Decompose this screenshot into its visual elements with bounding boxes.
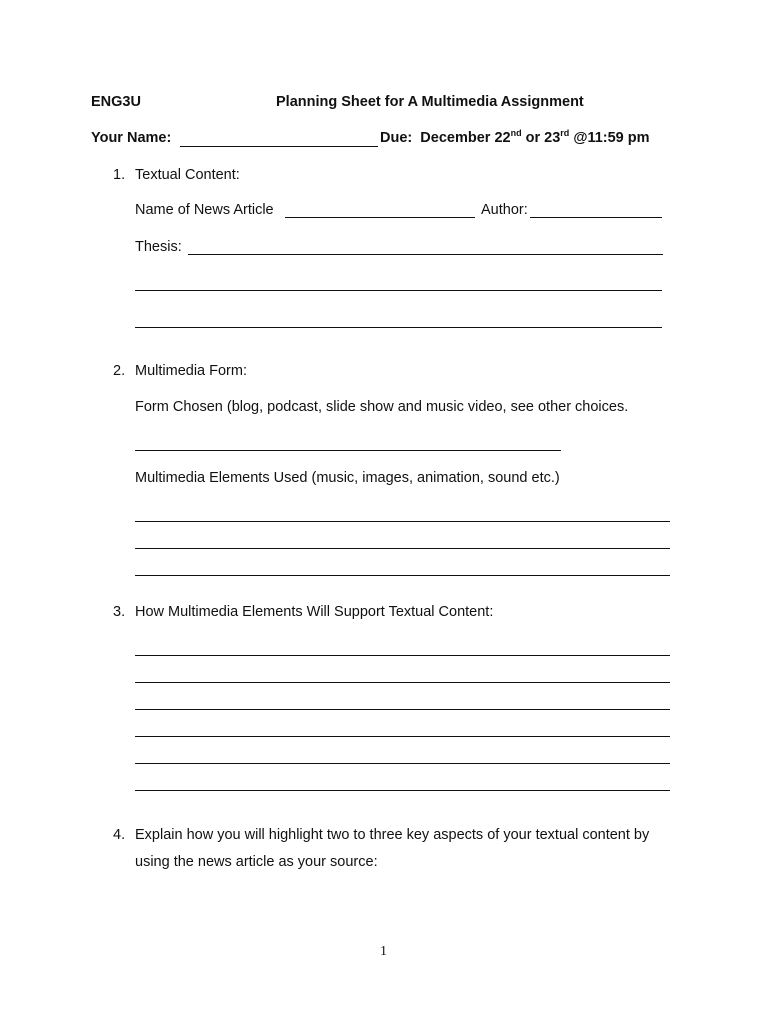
due-sup-rd: rd: [560, 128, 570, 139]
due-month: December 22: [420, 130, 511, 146]
elements-line-1[interactable]: [135, 521, 670, 522]
elements-used-prompt: Multimedia Elements Used (music, images, animation, sound etc.): [135, 470, 560, 486]
author-line[interactable]: [530, 217, 662, 218]
section-4-number: 4.: [113, 827, 126, 843]
support-line-5[interactable]: [135, 763, 670, 764]
due-or: or 23: [525, 130, 561, 146]
due-label: Due:: [380, 130, 413, 146]
elements-line-3[interactable]: [135, 575, 670, 576]
section-4-line-1: Explain how you will highlight two to three key aspects of your textual content by: [135, 827, 650, 843]
section-2-heading: Multimedia Form:: [135, 363, 247, 379]
due-time: @11:59 pm: [573, 130, 650, 146]
form-chosen-prompt: Form Chosen (blog, podcast, slide show and music video, see other choices.: [135, 399, 629, 415]
form-chosen-line[interactable]: [135, 450, 561, 451]
article-name-label: Name of News Article: [135, 202, 274, 218]
article-name-line[interactable]: [285, 217, 475, 218]
author-label: Author:: [481, 202, 528, 218]
section-1-number: 1.: [113, 167, 126, 183]
section-3-number: 3.: [113, 604, 126, 620]
course-code: ENG3U: [91, 94, 141, 110]
due-date: [380, 130, 650, 146]
thesis-line-3[interactable]: [135, 327, 662, 328]
thesis-line-2[interactable]: [135, 290, 662, 291]
support-line-3[interactable]: [135, 709, 670, 710]
support-line-4[interactable]: [135, 736, 670, 737]
due-sup-nd: nd: [510, 128, 522, 139]
your-name-label: Your Name:: [91, 130, 172, 146]
section-1-heading: Textual Content:: [135, 167, 240, 183]
section-4-line-2: using the news article as your source:: [135, 854, 378, 870]
support-line-6[interactable]: [135, 790, 670, 791]
section-3-heading: How Multimedia Elements Will Support Textual Content:: [135, 604, 494, 620]
support-line-2[interactable]: [135, 682, 670, 683]
support-line-1[interactable]: [135, 655, 670, 656]
section-2-number: 2.: [113, 363, 126, 379]
your-name-line[interactable]: [180, 146, 378, 147]
page-title: Planning Sheet for A Multimedia Assignment: [276, 94, 584, 110]
thesis-label: Thesis:: [135, 239, 182, 255]
page-number: 1: [380, 944, 387, 959]
thesis-line-1[interactable]: [188, 254, 663, 255]
elements-line-2[interactable]: [135, 548, 670, 549]
